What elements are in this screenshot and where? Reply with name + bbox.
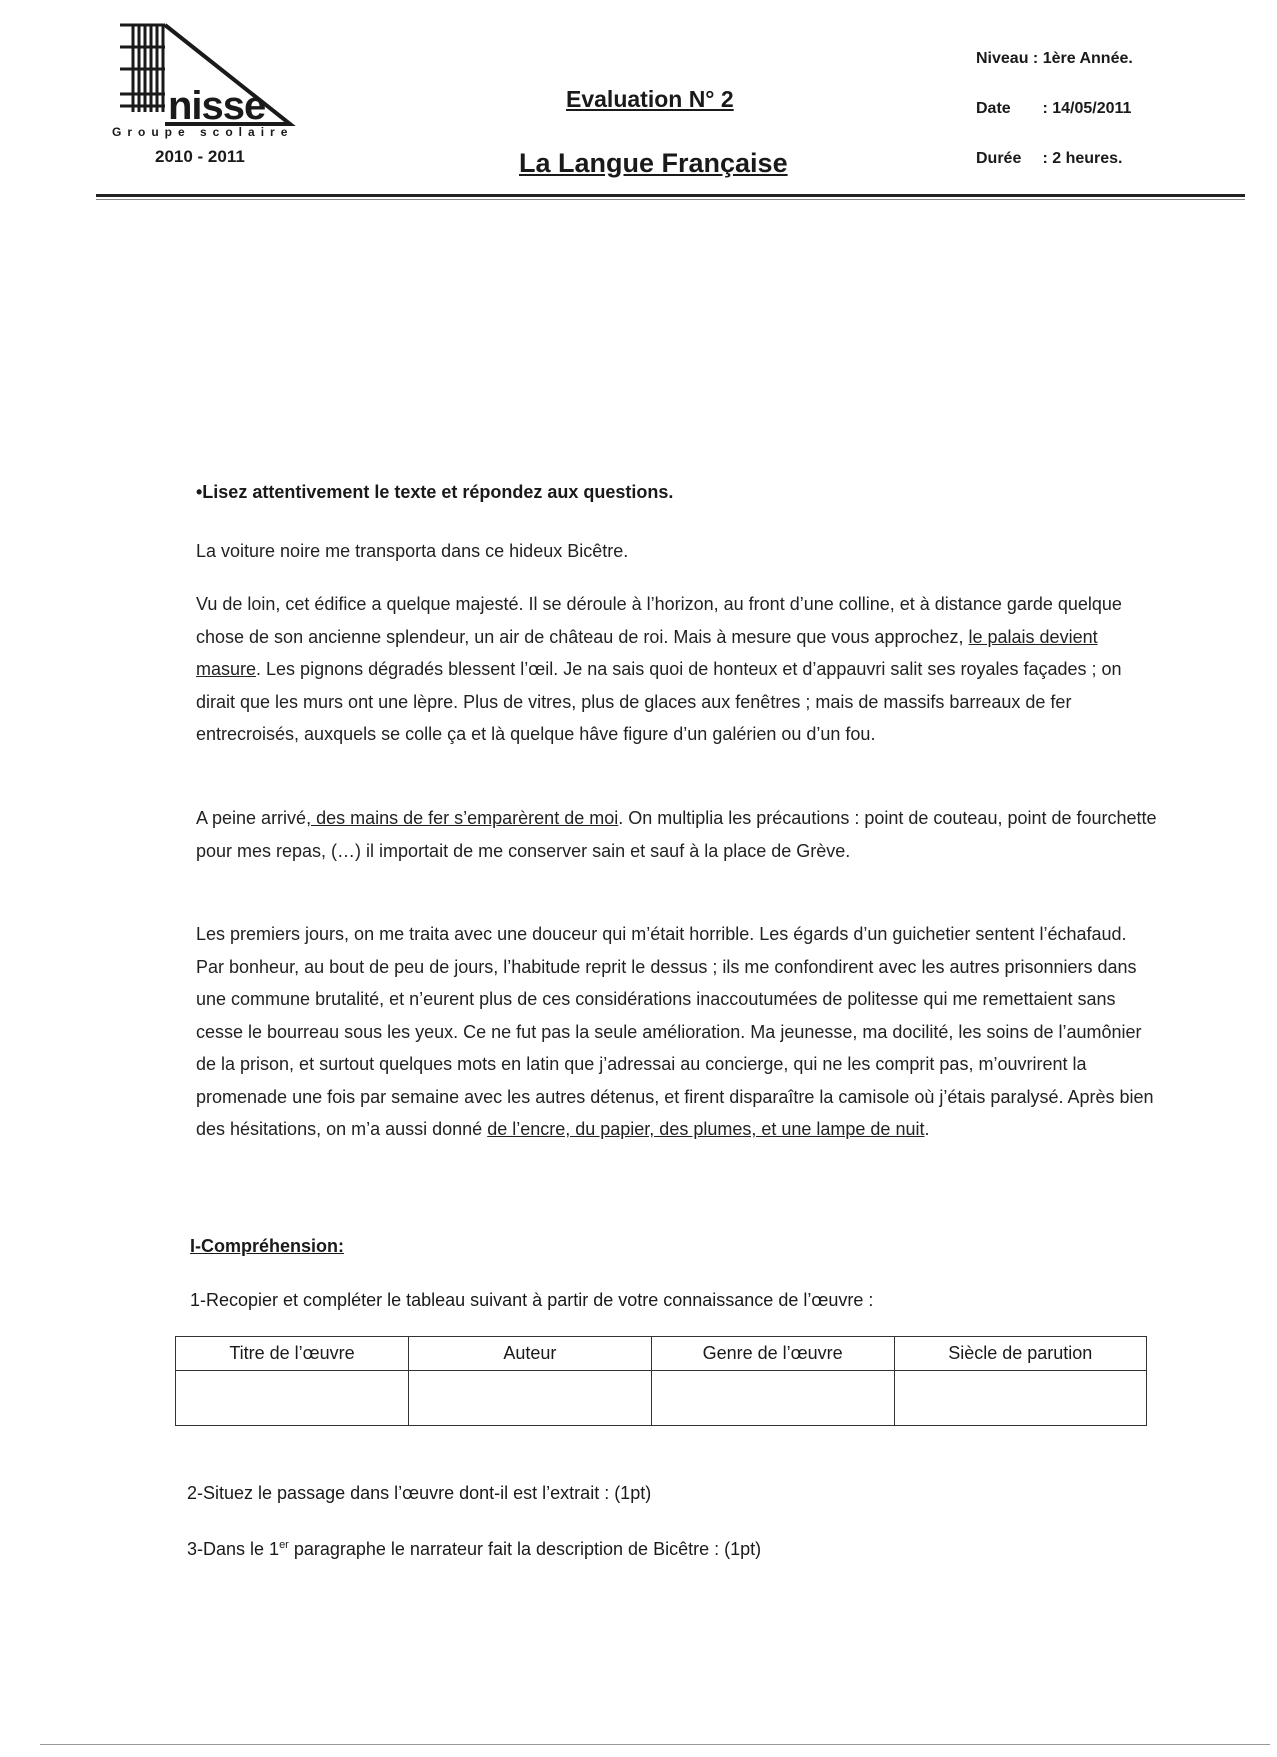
works-table bbox=[175, 1336, 1147, 1426]
paragraph-4 bbox=[196, 918, 1158, 1146]
question-text: 3-Dans le 1 bbox=[187, 1539, 280, 1559]
paragraph-text: A peine arrivé bbox=[196, 808, 307, 828]
duree-label: Durée bbox=[976, 150, 1022, 167]
answer-cell[interactable] bbox=[894, 1371, 1146, 1426]
section-title: I-Compréhension: bbox=[190, 1236, 345, 1256]
subject-title: La Langue Française bbox=[519, 148, 788, 178]
answer-cell[interactable] bbox=[651, 1371, 894, 1426]
table-header: Titre de l’œuvre bbox=[176, 1337, 409, 1371]
question-1: 1-Recopier et compléter le tableau suivant à partir de votre connaissance de l’œuvre : bbox=[190, 1290, 874, 1310]
evaluation-title: Evaluation N° 2 bbox=[566, 86, 734, 112]
duree-field bbox=[976, 150, 1122, 168]
underlined-phrase: , des mains de fer s’emparèrent de moi bbox=[306, 808, 619, 828]
underlined-phrase: de l’encre, du papier, des plumes, et une lampe de nuit bbox=[487, 1119, 925, 1139]
duree-value: : 2 heures. bbox=[1042, 150, 1123, 167]
paragraph-text: . On multiplia les précautions : point de couteau, point de fourchette pour mes repas, (…) il importait de me conserver sain et sauf à la place de Grève. bbox=[196, 808, 1157, 861]
date-field bbox=[976, 100, 1131, 118]
paragraph-1: La voiture noire me transporta dans ce hideux Bicêtre. bbox=[196, 541, 629, 561]
paragraph-text: Les premiers jours, on me traita avec une douceur qui m’était horrible. Les égards d’un guichetier sentent l’échafaud. Par bonheur, au bout de peu de jours, l’habitude reprit le dessus ; ils me confondirent avec les autres prisonniers dans une commune brutalité, et n’eurent plus de ces considérations inaccoutumées de politesse qui me remettaient sans cesse le bourreau sous les yeux. Ce ne fut pas la seule amélioration. Ma jeunesse, ma docilité, les soins de l’aumônier de la prison, et surtout quelques mots en latin que j’adressai au concierge, qui ne les comprit pas, m’ouvrirent la promenade une fois par semaine avec les autres détenus, et firent disparaître la camisole où j’étais paralysé. Après bien des hésitations, on m’a aussi donné bbox=[196, 924, 1154, 1139]
paragraph-3 bbox=[196, 802, 1158, 867]
table-header: Siècle de parution bbox=[894, 1337, 1146, 1371]
paragraph-2 bbox=[196, 588, 1158, 751]
school-year: 2010 - 2011 bbox=[155, 147, 245, 166]
question-text: paragraphe le narrateur fait la description de Bicêtre : (1pt) bbox=[288, 1539, 762, 1559]
paragraph-text: Vu de loin, cet édifice a quelque majesté. Il se déroule à l’horizon, au front d’une colline, et à distance garde quelque chose de son ancienne splendeur, un air de château de roi. Mais à mesure que vous approchez, bbox=[196, 594, 1122, 647]
table-header-row bbox=[176, 1337, 1147, 1371]
table-header: Genre de l’œuvre bbox=[651, 1337, 894, 1371]
table-row bbox=[176, 1371, 1147, 1426]
underlined-phrase: le palais devient masure bbox=[196, 626, 1098, 679]
date-label: Date bbox=[976, 100, 1011, 117]
footer-divider bbox=[40, 1744, 1270, 1745]
date-value: : 14/05/2011 bbox=[1042, 100, 1132, 117]
paragraph-text: . bbox=[924, 1119, 930, 1139]
header-divider bbox=[96, 194, 1245, 197]
table-header: Auteur bbox=[409, 1337, 652, 1371]
header-divider-thin bbox=[96, 199, 1245, 200]
reading-instruction: •Lisez attentivement le texte et répondez aux questions. bbox=[196, 482, 674, 502]
niveau-field: Niveau : 1ère Année. bbox=[976, 50, 1133, 67]
question-2: 2-Situez le passage dans l’œuvre dont-il est l’extrait : (1pt) bbox=[187, 1483, 652, 1503]
logo-name: nisse bbox=[168, 84, 266, 128]
paragraph-text: . Les pignons dégradés blessent l’œil. Je na sais quoi de honteux et d’appauvri salit ses royales façades ; on dirait que les murs ont une lèpre. Plus de vitres, plus de glaces aux fenêtres ; mais de massifs barreaux de fer entrecroisés, auxquels se colle ça et là quelque hâve figure d’un galérien ou d’un fou. bbox=[196, 659, 1122, 744]
logo-subtitle: Groupe scolaire bbox=[112, 125, 294, 139]
ordinal-suffix: er bbox=[279, 1539, 289, 1551]
answer-cell[interactable] bbox=[409, 1371, 652, 1426]
answer-cell[interactable] bbox=[176, 1371, 409, 1426]
question-3 bbox=[187, 1539, 761, 1560]
